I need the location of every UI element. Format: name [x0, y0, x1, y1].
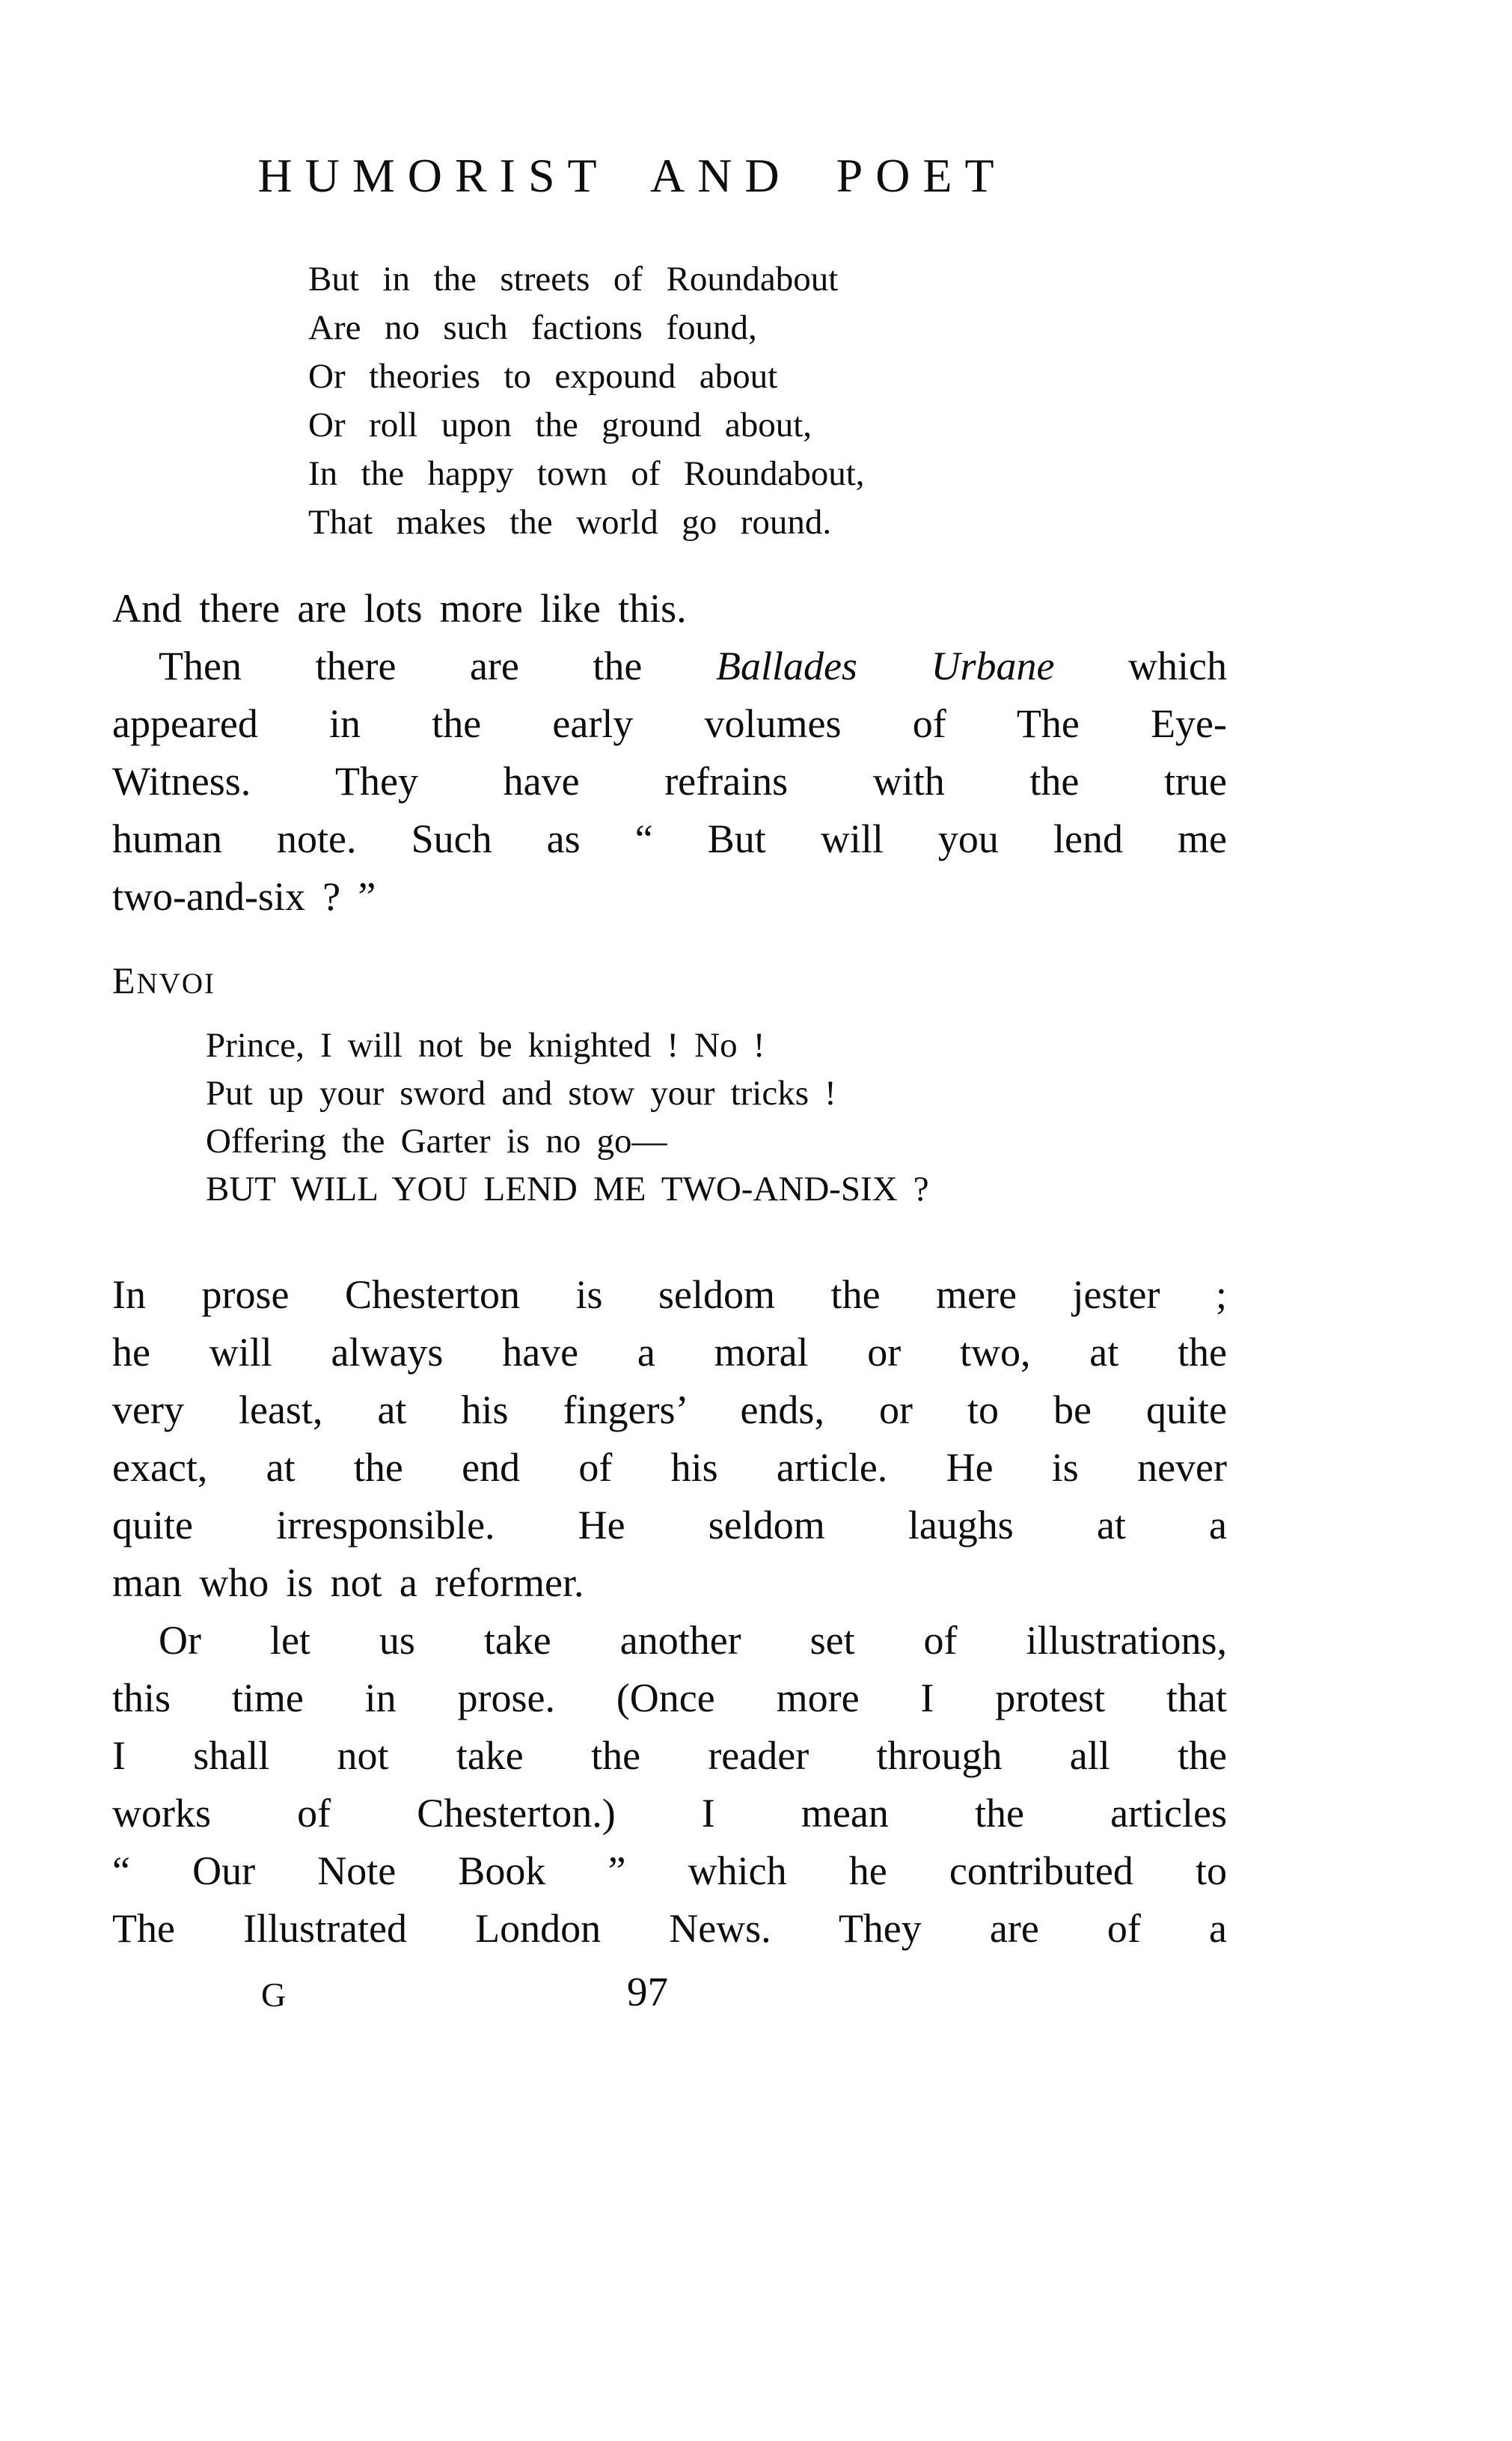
body-line: In prose Chesterton is seldom the mere jester ; — [112, 1272, 1227, 1317]
envoi-heading — [112, 959, 1227, 1011]
poem-line: Or theories to expound about — [308, 357, 778, 396]
poem-line: Put up your sword and stow your tricks ! — [206, 1074, 836, 1113]
poem-line: Prince, I will not be knighted ! No ! — [206, 1026, 765, 1065]
body-line: Witness. They have refrains with the true — [112, 759, 1227, 804]
body-line: he will always have a moral or two, at the — [112, 1330, 1227, 1375]
signature-mark: G — [261, 1976, 287, 2014]
poem-line: BUT WILL YOU LEND ME TWO-AND-SIX ? — [206, 1170, 929, 1209]
body-line: this time in prose. (Once more I protest that — [112, 1675, 1227, 1720]
body-line: And there are lots more like this. — [112, 586, 687, 631]
body-line: appeared in the early volumes of The Eye- — [112, 701, 1227, 746]
prose-block-2 — [112, 1266, 1227, 1958]
body-line: works of Chesterton.) I mean the articles — [112, 1791, 1227, 1836]
poem-line: Offering the Garter is no go— — [206, 1122, 667, 1161]
body-line: quite irresponsible. He seldom laughs at a — [112, 1503, 1227, 1548]
body-line: The Illustrated London News. They are of a — [112, 1906, 1227, 1951]
italic-title-text: Ballades Urbane — [715, 644, 1055, 688]
poem-line: Or roll upon the ground about, — [308, 406, 812, 444]
body-line: man who is not a reformer. — [112, 1560, 584, 1605]
poem-stanza-roundabout — [308, 255, 1227, 547]
prose-block-1 — [112, 580, 1227, 926]
body-line — [112, 638, 1227, 695]
body-text: which — [1054, 644, 1227, 688]
page-number: 97 — [627, 1969, 668, 2014]
poem-line: In the happy town of Roundabout, — [308, 454, 865, 493]
envoi-initial: E — [112, 959, 137, 1001]
poem-line: That makes the world go round. — [308, 503, 832, 542]
body-text: Then there are the — [159, 644, 716, 688]
poem-stanza-envoi — [206, 1021, 1227, 1213]
body-line: two-and-six ? ” — [112, 874, 376, 919]
body-line: “ Our Note Book ” which he contributed to — [112, 1848, 1227, 1893]
body-line: I shall not take the reader through all the — [112, 1733, 1227, 1778]
poem-line: But in the streets of Roundabout — [308, 260, 839, 299]
text-block — [112, 0, 1227, 2017]
envoi-small-caps: NVOI — [136, 968, 216, 1000]
body-line: human note. Such as “ But will you lend me — [112, 816, 1227, 861]
body-line: very least, at his fingers’ ends, or to be quite — [112, 1387, 1227, 1432]
body-line: exact, at the end of his article. He is never — [112, 1445, 1227, 1490]
page-title: HUMORIST AND POET — [257, 149, 1007, 202]
page-footer — [112, 1970, 1227, 2017]
poem-line: Are no such factions found, — [308, 308, 757, 347]
body-line: Or let us take another set of illustrations, — [159, 1618, 1227, 1663]
